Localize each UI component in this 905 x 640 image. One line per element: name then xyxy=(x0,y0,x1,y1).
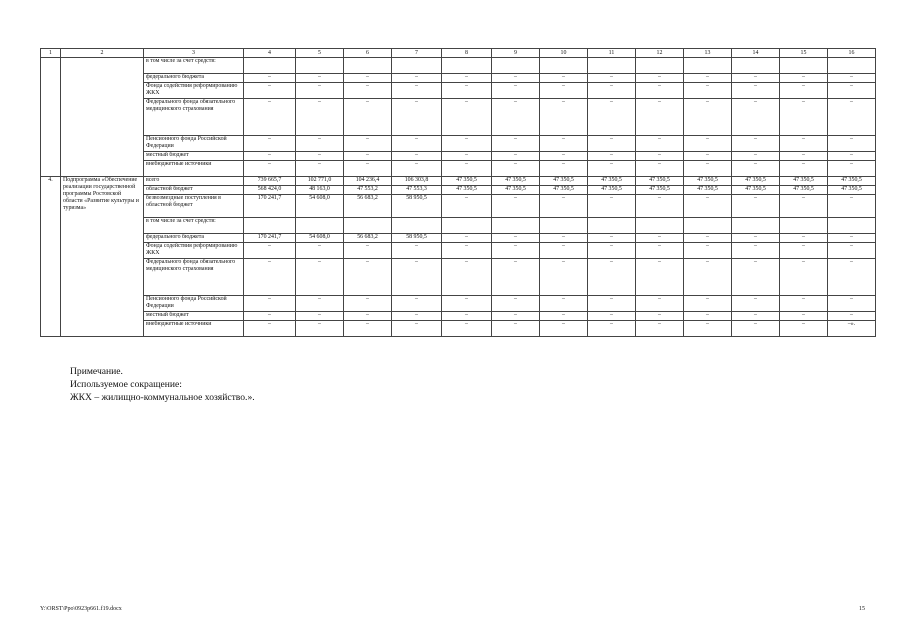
value-cell: – xyxy=(392,321,442,337)
value-cell: – xyxy=(344,296,392,312)
value-cell: – xyxy=(344,152,392,161)
value-cell: – xyxy=(344,243,392,259)
value-cell: – xyxy=(780,161,828,177)
value-cell: 47 350,5 xyxy=(442,186,492,195)
value-cell xyxy=(244,218,296,234)
table-row xyxy=(41,177,876,186)
value-cell: 47 350,5 xyxy=(780,177,828,186)
value-cell: – xyxy=(684,195,732,218)
value-cell: – xyxy=(344,99,392,136)
value-cell: – xyxy=(588,195,636,218)
value-cell: – xyxy=(588,152,636,161)
value-cell: – xyxy=(442,296,492,312)
value-cell: 56 683,2 xyxy=(344,234,392,243)
table-row xyxy=(41,99,876,136)
value-cell: 102 771,0 xyxy=(296,177,344,186)
value-cell: – xyxy=(684,243,732,259)
value-cell: – xyxy=(588,296,636,312)
value-cell: – xyxy=(684,99,732,136)
value-cell: – xyxy=(636,99,684,136)
table-row xyxy=(41,259,876,296)
value-cell: – xyxy=(828,312,876,321)
value-cell: – xyxy=(296,152,344,161)
value-cell: – xyxy=(636,195,684,218)
table-row xyxy=(41,152,876,161)
value-cell xyxy=(392,58,442,74)
value-cell xyxy=(588,218,636,234)
value-cell: – xyxy=(442,195,492,218)
value-cell: 47 350,5 xyxy=(684,186,732,195)
value-cell: – xyxy=(732,243,780,259)
funding-source-cell: всего xyxy=(144,177,244,186)
value-cell: – xyxy=(540,152,588,161)
value-cell: – xyxy=(296,321,344,337)
header-cell: 8 xyxy=(442,49,492,58)
value-cell xyxy=(780,218,828,234)
funding-source-cell: в том числе за счет средств: xyxy=(144,218,244,234)
value-cell: – xyxy=(392,243,442,259)
value-cell: – xyxy=(684,83,732,99)
value-cell: – xyxy=(492,161,540,177)
value-cell: – xyxy=(344,74,392,83)
value-cell: – xyxy=(492,312,540,321)
header-cell: 6 xyxy=(344,49,392,58)
funding-source-cell: местный бюджет xyxy=(144,312,244,321)
value-cell: – xyxy=(540,74,588,83)
header-cell: 12 xyxy=(636,49,684,58)
header-cell: 15 xyxy=(780,49,828,58)
value-cell: – xyxy=(780,234,828,243)
value-cell xyxy=(828,218,876,234)
value-cell: – xyxy=(344,161,392,177)
value-cell: – xyxy=(780,243,828,259)
value-cell: – xyxy=(244,83,296,99)
value-cell: – xyxy=(392,312,442,321)
value-cell: – xyxy=(344,83,392,99)
value-cell: – xyxy=(780,195,828,218)
value-cell: 170 241,7 xyxy=(244,195,296,218)
table-row xyxy=(41,83,876,99)
funding-source-cell: Фонда содействия реформированию ЖКХ xyxy=(144,243,244,259)
value-cell: – xyxy=(732,74,780,83)
value-cell: 170 241,7 xyxy=(244,234,296,243)
footer-page-number: 15 xyxy=(859,606,865,612)
value-cell: – xyxy=(244,152,296,161)
header-cell: 3 xyxy=(144,49,244,58)
value-cell: – xyxy=(492,321,540,337)
table-row xyxy=(41,58,876,74)
value-cell: – xyxy=(828,296,876,312)
value-cell: – xyxy=(684,136,732,152)
value-cell: – xyxy=(492,83,540,99)
value-cell: – xyxy=(392,161,442,177)
value-cell: – xyxy=(636,83,684,99)
table-row xyxy=(41,243,876,259)
table-row xyxy=(41,186,876,195)
value-cell: 739 665,7 xyxy=(244,177,296,186)
value-cell: – xyxy=(828,234,876,243)
value-cell xyxy=(636,218,684,234)
value-cell: – xyxy=(732,136,780,152)
header-cell: 11 xyxy=(588,49,636,58)
value-cell: – xyxy=(828,195,876,218)
value-cell: – xyxy=(392,136,442,152)
value-cell: – xyxy=(684,74,732,83)
value-cell: – xyxy=(828,152,876,161)
value-cell: – xyxy=(492,234,540,243)
value-cell xyxy=(442,218,492,234)
value-cell: 47 350,5 xyxy=(636,186,684,195)
value-cell: – xyxy=(344,312,392,321)
funding-source-cell: местный бюджет xyxy=(144,152,244,161)
value-cell: – xyxy=(540,195,588,218)
header-cell: 10 xyxy=(540,49,588,58)
value-cell: 47 350,5 xyxy=(540,186,588,195)
value-cell: – xyxy=(780,83,828,99)
program-name-cell xyxy=(61,58,144,177)
header-cell: 4 xyxy=(244,49,296,58)
value-cell: – xyxy=(296,312,344,321)
value-cell: – xyxy=(296,161,344,177)
value-cell: – xyxy=(732,152,780,161)
table-row xyxy=(41,321,876,337)
value-cell: – xyxy=(588,161,636,177)
header-cell: 7 xyxy=(392,49,442,58)
note-title: Примечание. xyxy=(70,366,123,377)
value-cell: – xyxy=(780,321,828,337)
value-cell: – xyxy=(684,312,732,321)
value-cell: 48 163,0 xyxy=(296,186,344,195)
value-cell: – xyxy=(588,234,636,243)
value-cell: 47 350,5 xyxy=(828,177,876,186)
value-cell: – xyxy=(244,161,296,177)
value-cell: – xyxy=(828,259,876,296)
table-row xyxy=(41,195,876,218)
value-cell: 54 608,0 xyxy=(296,195,344,218)
value-cell: – xyxy=(442,74,492,83)
value-cell xyxy=(828,58,876,74)
value-cell: – xyxy=(392,296,442,312)
funding-source-cell: областной бюджет xyxy=(144,186,244,195)
value-cell xyxy=(636,58,684,74)
value-cell: – xyxy=(636,161,684,177)
value-cell: – xyxy=(780,74,828,83)
value-cell: – xyxy=(442,312,492,321)
value-cell: – xyxy=(636,321,684,337)
value-cell: – xyxy=(296,243,344,259)
value-cell xyxy=(732,58,780,74)
value-cell: – xyxy=(442,99,492,136)
table-row xyxy=(41,234,876,243)
value-cell: – xyxy=(540,321,588,337)
value-cell: – xyxy=(442,321,492,337)
value-cell: – xyxy=(780,152,828,161)
funding-source-cell: Пенсионного фонда Российской Федерации xyxy=(144,136,244,152)
value-cell: – xyxy=(244,74,296,83)
value-cell xyxy=(684,58,732,74)
value-cell: – xyxy=(540,161,588,177)
value-cell: – xyxy=(732,234,780,243)
value-cell: – xyxy=(540,243,588,259)
header-cell: 2 xyxy=(61,49,144,58)
value-cell: 58 950,5 xyxy=(392,234,442,243)
value-cell: – xyxy=(244,243,296,259)
value-cell: – xyxy=(636,296,684,312)
value-cell: – xyxy=(780,136,828,152)
value-cell: – xyxy=(244,259,296,296)
value-cell: – xyxy=(244,312,296,321)
value-cell: 47 350,5 xyxy=(684,177,732,186)
value-cell: – xyxy=(732,296,780,312)
value-cell: – xyxy=(392,83,442,99)
value-cell: – xyxy=(828,161,876,177)
value-cell: – xyxy=(636,152,684,161)
program-name-cell: Подпрограмма «Обеспечение реализации государственной программы Ростовской области «Развитие культуры и туризма» xyxy=(61,177,144,337)
value-cell: – xyxy=(588,74,636,83)
value-cell: – xyxy=(684,321,732,337)
value-cell: – xyxy=(442,234,492,243)
value-cell: – xyxy=(588,321,636,337)
value-cell: – xyxy=(492,296,540,312)
value-cell: – xyxy=(828,99,876,136)
value-cell: – xyxy=(588,243,636,259)
footer-file-path: Y:\ORST\Ppo\0923p661.f19.docx xyxy=(40,606,122,612)
value-cell: – xyxy=(780,99,828,136)
value-cell xyxy=(296,58,344,74)
value-cell: – xyxy=(540,234,588,243)
value-cell: – xyxy=(828,136,876,152)
value-cell: – xyxy=(442,136,492,152)
value-cell: – xyxy=(540,99,588,136)
table-row xyxy=(41,136,876,152)
value-cell: – xyxy=(780,259,828,296)
value-cell: – xyxy=(732,161,780,177)
value-cell: 58 950,5 xyxy=(392,195,442,218)
funding-source-cell: Федерального фонда обязательного медицинского страхования xyxy=(144,259,244,296)
value-cell: – xyxy=(732,312,780,321)
value-cell: 47 350,5 xyxy=(588,186,636,195)
value-cell: – xyxy=(540,312,588,321)
value-cell: – xyxy=(828,83,876,99)
value-cell: – xyxy=(392,259,442,296)
value-cell: – xyxy=(296,296,344,312)
value-cell: – xyxy=(492,99,540,136)
value-cell: – xyxy=(492,243,540,259)
value-cell: – xyxy=(392,74,442,83)
funding-source-cell: безвозмездные поступления в областной бюджет xyxy=(144,195,244,218)
funding-source-cell: Пенсионного фонда Российской Федерации xyxy=(144,296,244,312)
value-cell xyxy=(442,58,492,74)
value-cell: 568 424,0 xyxy=(244,186,296,195)
value-cell: – xyxy=(684,152,732,161)
header-cell: 14 xyxy=(732,49,780,58)
value-cell: – xyxy=(244,296,296,312)
value-cell: – xyxy=(442,243,492,259)
value-cell: – xyxy=(684,296,732,312)
funding-source-cell: федерального бюджета xyxy=(144,234,244,243)
table-row xyxy=(41,218,876,234)
value-cell: 47 350,5 xyxy=(492,186,540,195)
value-cell xyxy=(392,218,442,234)
value-cell: – xyxy=(492,136,540,152)
value-cell: – xyxy=(540,83,588,99)
value-cell xyxy=(732,218,780,234)
value-cell: – xyxy=(492,195,540,218)
value-cell: 47 350,5 xyxy=(442,177,492,186)
value-cell xyxy=(588,58,636,74)
value-cell xyxy=(684,218,732,234)
header-cell: 16 xyxy=(828,49,876,58)
value-cell: – xyxy=(636,312,684,321)
value-cell: – xyxy=(442,152,492,161)
value-cell: – xyxy=(732,99,780,136)
value-cell: 47 553,2 xyxy=(344,186,392,195)
funding-source-cell: Фонда содействия реформированию ЖКХ xyxy=(144,83,244,99)
value-cell: 47 350,5 xyxy=(828,186,876,195)
value-cell: – xyxy=(684,259,732,296)
value-cell: – xyxy=(540,136,588,152)
value-cell: – xyxy=(636,259,684,296)
row-number-cell: 4. xyxy=(41,177,61,337)
value-cell: – xyxy=(636,234,684,243)
table-row xyxy=(41,312,876,321)
value-cell: 104 236,4 xyxy=(344,177,392,186)
value-cell: – xyxy=(392,99,442,136)
value-cell xyxy=(296,218,344,234)
value-cell: – xyxy=(244,321,296,337)
value-cell: – xyxy=(296,136,344,152)
value-cell: – xyxy=(636,243,684,259)
header-cell: 1 xyxy=(41,49,61,58)
value-cell: – xyxy=(244,136,296,152)
value-cell: – xyxy=(442,259,492,296)
value-cell: – xyxy=(732,195,780,218)
funding-source-cell: в том числе за счет средств: xyxy=(144,58,244,74)
value-cell: – xyxy=(636,74,684,83)
value-cell: –». xyxy=(828,321,876,337)
value-cell: – xyxy=(732,259,780,296)
note-abbreviation-heading: Используемое сокращение: xyxy=(70,379,182,390)
value-cell: – xyxy=(780,312,828,321)
value-cell: – xyxy=(296,259,344,296)
value-cell xyxy=(492,218,540,234)
table-row xyxy=(41,161,876,177)
table-body xyxy=(41,49,876,337)
value-cell: 47 350,5 xyxy=(540,177,588,186)
value-cell xyxy=(344,58,392,74)
value-cell: – xyxy=(636,136,684,152)
value-cell: – xyxy=(588,99,636,136)
value-cell: – xyxy=(540,296,588,312)
funding-source-cell: Федерального фонда обязательного медицинского страхования xyxy=(144,99,244,136)
funding-source-cell: внебюджетные источники xyxy=(144,161,244,177)
value-cell: – xyxy=(684,234,732,243)
value-cell: 47 350,5 xyxy=(732,186,780,195)
note-abbreviation-definition: ЖКХ – жилищно-коммунальное хозяйство.». xyxy=(70,392,255,403)
value-cell: – xyxy=(244,99,296,136)
header-cell: 9 xyxy=(492,49,540,58)
value-cell xyxy=(780,58,828,74)
budget-table xyxy=(40,48,876,337)
value-cell: 47 350,5 xyxy=(588,177,636,186)
value-cell: 106 303,8 xyxy=(392,177,442,186)
value-cell: 47 553,3 xyxy=(392,186,442,195)
value-cell xyxy=(540,58,588,74)
value-cell: 47 350,5 xyxy=(780,186,828,195)
value-cell: – xyxy=(296,99,344,136)
value-cell: 47 350,5 xyxy=(636,177,684,186)
value-cell: – xyxy=(828,74,876,83)
value-cell xyxy=(244,58,296,74)
table-header-row xyxy=(41,49,876,58)
value-cell: – xyxy=(780,296,828,312)
value-cell: – xyxy=(344,321,392,337)
value-cell: 56 683,2 xyxy=(344,195,392,218)
value-cell: – xyxy=(588,136,636,152)
funding-source-cell: внебюджетные источники xyxy=(144,321,244,337)
value-cell: 47 350,5 xyxy=(492,177,540,186)
value-cell: – xyxy=(492,152,540,161)
value-cell: – xyxy=(344,259,392,296)
table-row xyxy=(41,74,876,83)
value-cell: – xyxy=(588,259,636,296)
header-cell: 13 xyxy=(684,49,732,58)
value-cell: 47 350,5 xyxy=(732,177,780,186)
value-cell xyxy=(344,218,392,234)
value-cell: 54 608,0 xyxy=(296,234,344,243)
value-cell: – xyxy=(344,136,392,152)
value-cell: – xyxy=(296,83,344,99)
value-cell: – xyxy=(684,161,732,177)
value-cell: – xyxy=(492,259,540,296)
row-number-cell xyxy=(41,58,61,177)
value-cell: – xyxy=(442,83,492,99)
value-cell: – xyxy=(732,83,780,99)
value-cell: – xyxy=(732,321,780,337)
value-cell: – xyxy=(588,312,636,321)
value-cell: – xyxy=(828,243,876,259)
funding-source-cell: федерального бюджета xyxy=(144,74,244,83)
value-cell: – xyxy=(392,152,442,161)
header-cell: 5 xyxy=(296,49,344,58)
value-cell: – xyxy=(588,83,636,99)
value-cell: – xyxy=(442,161,492,177)
value-cell: – xyxy=(296,74,344,83)
value-cell: – xyxy=(540,259,588,296)
value-cell xyxy=(492,58,540,74)
table-row xyxy=(41,296,876,312)
value-cell xyxy=(540,218,588,234)
value-cell: – xyxy=(492,74,540,83)
